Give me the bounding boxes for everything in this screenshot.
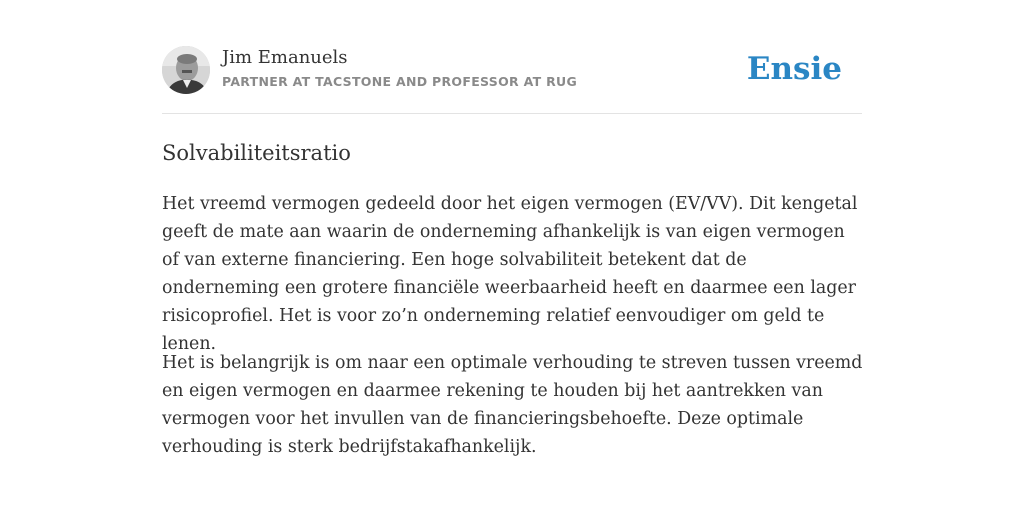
entry-paragraph-2: Het is belangrijk is om naar een optimale verhouding te streven tussen vreemd en eigen vermogen en daarmee rekening te houden bij het aantrekken van vermogen voor het invullen van de financieringsbehoefte. Deze optimale verhouding is sterk bedrijfstakafhankelijk. <box>162 353 863 457</box>
author-avatar-image <box>162 46 210 94</box>
author-avatar[interactable] <box>162 46 210 94</box>
author-name[interactable]: Jim Emanuels <box>222 47 348 68</box>
header-divider <box>162 113 862 114</box>
entry-title: Solvabiliteitsratio <box>162 141 351 165</box>
author-header <box>162 46 862 96</box>
entry-paragraph-1: Het vreemd vermogen gedeeld door het eigen vermogen (EV/VV). Dit kengetal geeft de mate aan waarin de onderneming afhankelijk is van eigen vermogen of van externe financiering. Een hoge solvabiliteit betekent dat de onderneming een grotere financiële weerbaarheid heeft en daarmee een lager risicoprofiel. Het is voor zo’n onderneming relatief eenvoudiger om geld te lenen. <box>162 194 858 354</box>
entry-card <box>162 0 862 512</box>
ensie-logo[interactable]: Ensie <box>746 51 842 87</box>
author-role: PARTNER AT TACSTONE AND PROFESSOR AT RUG <box>222 74 577 89</box>
